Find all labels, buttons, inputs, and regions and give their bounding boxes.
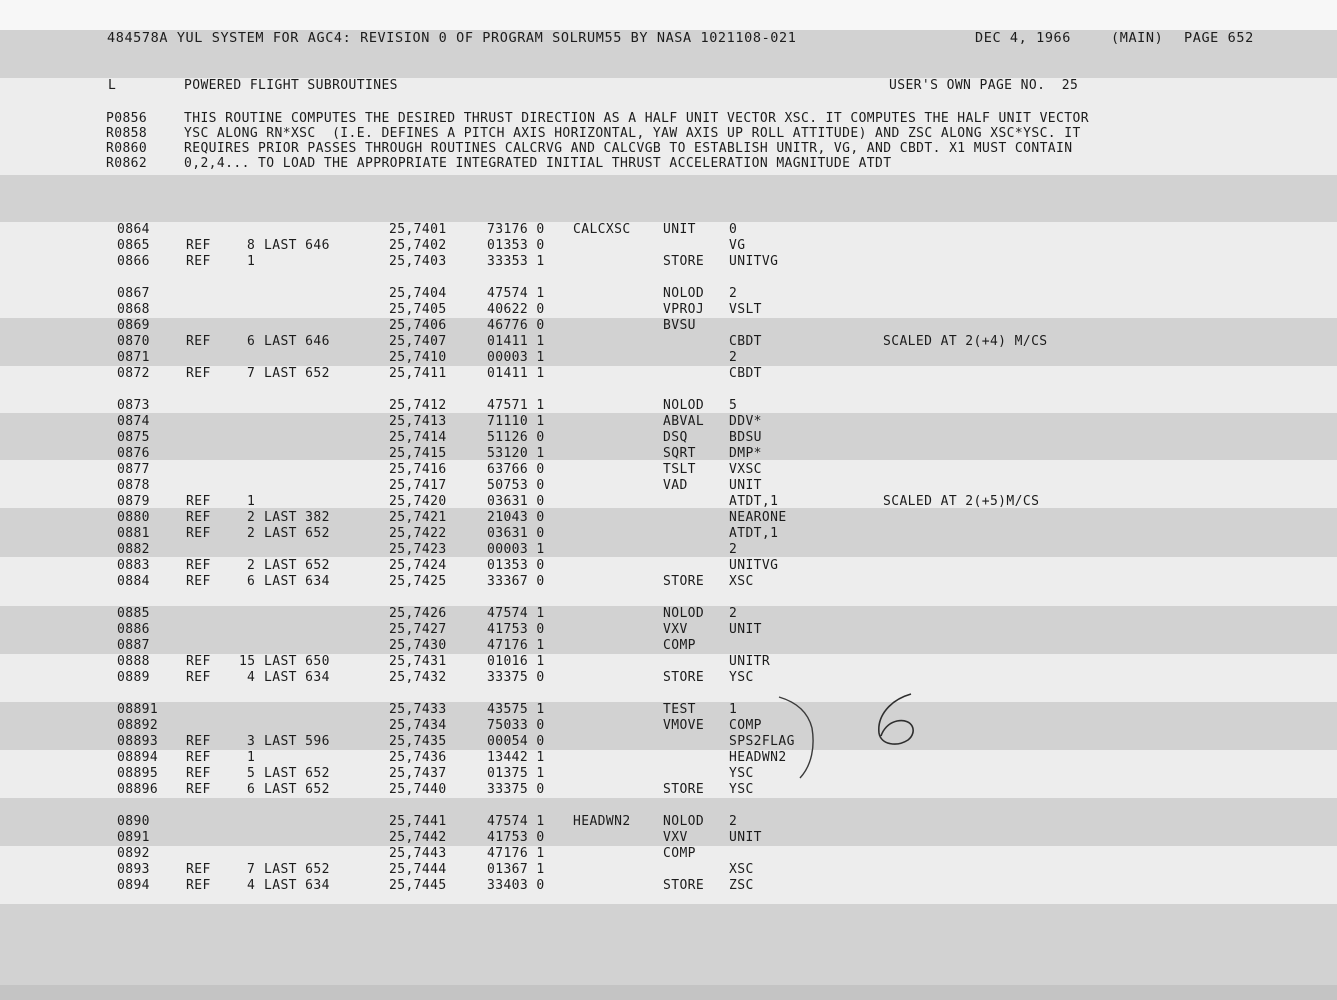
line-number: 08893 bbox=[117, 734, 159, 749]
octal-code: 01353 0 bbox=[487, 238, 545, 253]
operand: UNITR bbox=[729, 654, 771, 669]
octal-code: 41753 0 bbox=[487, 622, 545, 637]
octal-code: 41753 0 bbox=[487, 830, 545, 845]
paper-bottom-edge bbox=[0, 985, 1337, 1000]
line-number: 0871 bbox=[117, 350, 150, 365]
ref-marker: REF bbox=[186, 526, 211, 541]
memory-address: 25,7421 bbox=[389, 510, 447, 525]
line-number: 08891 bbox=[117, 702, 159, 717]
last-page-ref: LAST 652 bbox=[264, 526, 330, 541]
memory-address: 25,7443 bbox=[389, 846, 447, 861]
operand: VSLT bbox=[729, 302, 762, 317]
operand: UNIT bbox=[729, 478, 762, 493]
ref-marker: REF bbox=[186, 494, 211, 509]
ref-count: 2 bbox=[247, 526, 256, 541]
line-number: 0870 bbox=[117, 334, 150, 349]
memory-address: 25,7401 bbox=[389, 222, 447, 237]
memory-address: 25,7424 bbox=[389, 558, 447, 573]
octal-code: 01375 1 bbox=[487, 766, 545, 781]
printout-title: 484578A YUL SYSTEM FOR AGC4: REVISION 0 OF PROGRAM SOLRUM55 BY NASA 1021108-021 bbox=[107, 30, 797, 46]
octal-code: 47574 1 bbox=[487, 286, 545, 301]
page-number: PAGE 652 bbox=[1184, 30, 1254, 46]
line-number: 0888 bbox=[117, 654, 150, 669]
opcode: COMP bbox=[663, 846, 696, 861]
ref-marker: REF bbox=[186, 878, 211, 893]
opcode: STORE bbox=[663, 878, 705, 893]
octal-code: 01016 1 bbox=[487, 654, 545, 669]
line-number: 0890 bbox=[117, 814, 150, 829]
line-number: 0879 bbox=[117, 494, 150, 509]
octal-code: 33403 0 bbox=[487, 878, 545, 893]
opcode: NOLOD bbox=[663, 286, 705, 301]
ref-count: 6 bbox=[247, 782, 256, 797]
octal-code: 01367 1 bbox=[487, 862, 545, 877]
operand: NEARONE bbox=[729, 510, 787, 525]
octal-code: 00054 0 bbox=[487, 734, 545, 749]
last-page-ref: LAST 634 bbox=[264, 878, 330, 893]
memory-address: 25,7414 bbox=[389, 430, 447, 445]
description-line-id: R0862 bbox=[106, 156, 148, 171]
operand: XSC bbox=[729, 862, 754, 877]
octal-code: 47574 1 bbox=[487, 814, 545, 829]
operand: ATDT,1 bbox=[729, 526, 779, 541]
ref-marker: REF bbox=[186, 254, 211, 269]
ref-marker: REF bbox=[186, 558, 211, 573]
opcode: STORE bbox=[663, 574, 705, 589]
ref-marker: REF bbox=[186, 734, 211, 749]
line-number: 08892 bbox=[117, 718, 159, 733]
remark: SCALED AT 2(+4) M/CS bbox=[883, 334, 1048, 349]
last-page-ref: LAST 652 bbox=[264, 862, 330, 877]
last-page-ref: LAST 652 bbox=[264, 558, 330, 573]
octal-code: 01411 1 bbox=[487, 366, 545, 381]
octal-code: 13442 1 bbox=[487, 750, 545, 765]
ref-marker: REF bbox=[186, 766, 211, 781]
opcode: COMP bbox=[663, 638, 696, 653]
line-number: 0885 bbox=[117, 606, 150, 621]
ref-marker: REF bbox=[186, 366, 211, 381]
line-number: 0876 bbox=[117, 446, 150, 461]
memory-address: 25,7437 bbox=[389, 766, 447, 781]
memory-address: 25,7444 bbox=[389, 862, 447, 877]
octal-code: 53120 1 bbox=[487, 446, 545, 461]
description-text: 0,2,4... TO LOAD THE APPROPRIATE INTEGRATED INITIAL THRUST ACCELERATION MAGNITUDE ATDT bbox=[184, 156, 892, 171]
last-page-ref: LAST 382 bbox=[264, 510, 330, 525]
memory-address: 25,7407 bbox=[389, 334, 447, 349]
octal-code: 21043 0 bbox=[487, 510, 545, 525]
operand: BDSU bbox=[729, 430, 762, 445]
line-number: 0880 bbox=[117, 510, 150, 525]
octal-code: 33375 0 bbox=[487, 782, 545, 797]
line-number: 0869 bbox=[117, 318, 150, 333]
memory-address: 25,7402 bbox=[389, 238, 447, 253]
opcode: NOLOD bbox=[663, 398, 705, 413]
operand: UNIT bbox=[729, 622, 762, 637]
section-title: POWERED FLIGHT SUBROUTINES bbox=[184, 78, 398, 93]
ref-marker: REF bbox=[186, 654, 211, 669]
opcode: BVSU bbox=[663, 318, 696, 333]
line-number: 0894 bbox=[117, 878, 150, 893]
operand: 2 bbox=[729, 606, 738, 621]
description-text: REQUIRES PRIOR PASSES THROUGH ROUTINES CALCRVG AND CALCVGB TO ESTABLISH UNITR, VG, AND CBDT. X1 MUST CONTAIN bbox=[184, 141, 1073, 156]
memory-address: 25,7425 bbox=[389, 574, 447, 589]
ref-count: 1 bbox=[247, 254, 256, 269]
line-number: 0877 bbox=[117, 462, 150, 477]
description-text: YSC ALONG RN*XSC (I.E. DEFINES A PITCH AXIS HORIZONTAL, YAW AXIS UP ROLL ATTITUDE) AND ZSC ALONG XSC*YSC. IT bbox=[184, 126, 1081, 141]
memory-address: 25,7406 bbox=[389, 318, 447, 333]
line-number: 0893 bbox=[117, 862, 150, 877]
memory-address: 25,7405 bbox=[389, 302, 447, 317]
ref-marker: REF bbox=[186, 574, 211, 589]
last-page-ref: LAST 646 bbox=[264, 238, 330, 253]
description-line-id: R0860 bbox=[106, 141, 148, 156]
operand: ATDT,1 bbox=[729, 494, 779, 509]
octal-code: 71110 1 bbox=[487, 414, 545, 429]
opcode: VPROJ bbox=[663, 302, 705, 317]
paper-band bbox=[0, 175, 1337, 222]
octal-code: 01411 1 bbox=[487, 334, 545, 349]
line-number: 08896 bbox=[117, 782, 159, 797]
last-page-ref: LAST 646 bbox=[264, 334, 330, 349]
paper-band bbox=[0, 904, 1337, 985]
opcode: NOLOD bbox=[663, 606, 705, 621]
operand: 1 bbox=[729, 702, 738, 717]
operand: COMP bbox=[729, 718, 762, 733]
operand: VXSC bbox=[729, 462, 762, 477]
line-number: 0878 bbox=[117, 478, 150, 493]
line-number: 0864 bbox=[117, 222, 150, 237]
memory-address: 25,7411 bbox=[389, 366, 447, 381]
operand: YSC bbox=[729, 670, 754, 685]
ref-count: 15 bbox=[239, 654, 256, 669]
operand: HEADWN2 bbox=[729, 750, 787, 765]
statement-label: CALCXSC bbox=[573, 222, 631, 237]
line-number: 08894 bbox=[117, 750, 159, 765]
memory-address: 25,7412 bbox=[389, 398, 447, 413]
operand: UNITVG bbox=[729, 254, 779, 269]
opcode: UNIT bbox=[663, 222, 696, 237]
memory-address: 25,7423 bbox=[389, 542, 447, 557]
memory-address: 25,7417 bbox=[389, 478, 447, 493]
octal-code: 00003 1 bbox=[487, 350, 545, 365]
line-number: 0872 bbox=[117, 366, 150, 381]
operand: 2 bbox=[729, 350, 738, 365]
ref-marker: REF bbox=[186, 750, 211, 765]
print-date: DEC 4, 1966 bbox=[975, 30, 1072, 46]
last-page-ref: LAST 652 bbox=[264, 782, 330, 797]
line-number: 0873 bbox=[117, 398, 150, 413]
octal-code: 03631 0 bbox=[487, 494, 545, 509]
memory-address: 25,7434 bbox=[389, 718, 447, 733]
ref-marker: REF bbox=[186, 238, 211, 253]
memory-address: 25,7416 bbox=[389, 462, 447, 477]
description-line-id: R0858 bbox=[106, 126, 148, 141]
operand: YSC bbox=[729, 782, 754, 797]
statement-label: HEADWN2 bbox=[573, 814, 631, 829]
octal-code: 33367 0 bbox=[487, 574, 545, 589]
paper-top-edge bbox=[0, 0, 1337, 30]
octal-code: 50753 0 bbox=[487, 478, 545, 493]
memory-address: 25,7442 bbox=[389, 830, 447, 845]
description-text: THIS ROUTINE COMPUTES THE DESIRED THRUST DIRECTION AS A HALF UNIT VECTOR XSC. IT COMPUTES THE HALF UNIT VECTOR bbox=[184, 111, 1089, 126]
operand: SPS2FLAG bbox=[729, 734, 795, 749]
last-page-ref: LAST 634 bbox=[264, 670, 330, 685]
octal-code: 46776 0 bbox=[487, 318, 545, 333]
line-number: 0886 bbox=[117, 622, 150, 637]
opcode: VXV bbox=[663, 830, 688, 845]
octal-code: 47176 1 bbox=[487, 638, 545, 653]
memory-address: 25,7410 bbox=[389, 350, 447, 365]
opcode: ABVAL bbox=[663, 414, 705, 429]
last-page-ref: LAST 596 bbox=[264, 734, 330, 749]
opcode: VXV bbox=[663, 622, 688, 637]
octal-code: 47571 1 bbox=[487, 398, 545, 413]
line-number: 0865 bbox=[117, 238, 150, 253]
memory-address: 25,7426 bbox=[389, 606, 447, 621]
description-line-id: P0856 bbox=[106, 111, 148, 126]
ref-count: 7 bbox=[247, 862, 256, 877]
ref-count: 4 bbox=[247, 670, 256, 685]
memory-address: 25,7431 bbox=[389, 654, 447, 669]
memory-address: 25,7440 bbox=[389, 782, 447, 797]
opcode: NOLOD bbox=[663, 814, 705, 829]
opcode: SQRT bbox=[663, 446, 696, 461]
opcode: TSLT bbox=[663, 462, 696, 477]
operand: 2 bbox=[729, 542, 738, 557]
ref-marker: REF bbox=[186, 510, 211, 525]
last-page-ref: LAST 652 bbox=[264, 366, 330, 381]
operand: VG bbox=[729, 238, 746, 253]
operand: ZSC bbox=[729, 878, 754, 893]
ref-count: 3 bbox=[247, 734, 256, 749]
operand: CBDT bbox=[729, 334, 762, 349]
ref-count: 6 bbox=[247, 334, 256, 349]
operand: CBDT bbox=[729, 366, 762, 381]
octal-code: 40622 0 bbox=[487, 302, 545, 317]
last-page-ref: LAST 652 bbox=[264, 766, 330, 781]
own-page-number: USER'S OWN PAGE NO. 25 bbox=[889, 78, 1079, 93]
memory-address: 25,7403 bbox=[389, 254, 447, 269]
operand: UNIT bbox=[729, 830, 762, 845]
operand: XSC bbox=[729, 574, 754, 589]
line-number: 0887 bbox=[117, 638, 150, 653]
opcode: STORE bbox=[663, 670, 705, 685]
memory-address: 25,7432 bbox=[389, 670, 447, 685]
ref-count: 2 bbox=[247, 510, 256, 525]
operand: 2 bbox=[729, 286, 738, 301]
memory-address: 25,7441 bbox=[389, 814, 447, 829]
line-number: 0892 bbox=[117, 846, 150, 861]
opcode: TEST bbox=[663, 702, 696, 717]
operand: UNITVG bbox=[729, 558, 779, 573]
memory-address: 25,7422 bbox=[389, 526, 447, 541]
last-page-ref: LAST 634 bbox=[264, 574, 330, 589]
ref-marker: REF bbox=[186, 862, 211, 877]
line-number: 0874 bbox=[117, 414, 150, 429]
memory-address: 25,7413 bbox=[389, 414, 447, 429]
ref-count: 7 bbox=[247, 366, 256, 381]
ref-count: 2 bbox=[247, 558, 256, 573]
octal-code: 63766 0 bbox=[487, 462, 545, 477]
opcode: STORE bbox=[663, 782, 705, 797]
ref-count: 4 bbox=[247, 878, 256, 893]
octal-code: 75033 0 bbox=[487, 718, 545, 733]
memory-address: 25,7435 bbox=[389, 734, 447, 749]
opcode: DSQ bbox=[663, 430, 688, 445]
listing-marker: L bbox=[108, 78, 117, 93]
line-number: 0889 bbox=[117, 670, 150, 685]
ref-marker: REF bbox=[186, 334, 211, 349]
octal-code: 47176 1 bbox=[487, 846, 545, 861]
ref-marker: REF bbox=[186, 782, 211, 797]
opcode: VMOVE bbox=[663, 718, 705, 733]
operand: YSC bbox=[729, 766, 754, 781]
octal-code: 33375 0 bbox=[487, 670, 545, 685]
ref-count: 1 bbox=[247, 750, 256, 765]
octal-code: 43575 1 bbox=[487, 702, 545, 717]
ref-count: 1 bbox=[247, 494, 256, 509]
ref-count: 8 bbox=[247, 238, 256, 253]
memory-address: 25,7404 bbox=[389, 286, 447, 301]
line-number: 0884 bbox=[117, 574, 150, 589]
memory-address: 25,7420 bbox=[389, 494, 447, 509]
octal-code: 03631 0 bbox=[487, 526, 545, 541]
operand: 2 bbox=[729, 814, 738, 829]
octal-code: 01353 0 bbox=[487, 558, 545, 573]
octal-code: 73176 0 bbox=[487, 222, 545, 237]
memory-address: 25,7415 bbox=[389, 446, 447, 461]
ref-count: 6 bbox=[247, 574, 256, 589]
operand: 0 bbox=[729, 222, 738, 237]
line-number: 0866 bbox=[117, 254, 150, 269]
memory-address: 25,7436 bbox=[389, 750, 447, 765]
line-number: 0881 bbox=[117, 526, 150, 541]
octal-code: 00003 1 bbox=[487, 542, 545, 557]
memory-address: 25,7430 bbox=[389, 638, 447, 653]
ref-count: 5 bbox=[247, 766, 256, 781]
octal-code: 47574 1 bbox=[487, 606, 545, 621]
section-label: (MAIN) bbox=[1111, 30, 1164, 46]
last-page-ref: LAST 650 bbox=[264, 654, 330, 669]
octal-code: 33353 1 bbox=[487, 254, 545, 269]
operand: DMP* bbox=[729, 446, 762, 461]
line-number: 08895 bbox=[117, 766, 159, 781]
line-number: 0882 bbox=[117, 542, 150, 557]
ref-marker: REF bbox=[186, 670, 211, 685]
operand: DDV* bbox=[729, 414, 762, 429]
line-number: 0867 bbox=[117, 286, 150, 301]
memory-address: 25,7427 bbox=[389, 622, 447, 637]
octal-code: 51126 0 bbox=[487, 430, 545, 445]
line-number: 0883 bbox=[117, 558, 150, 573]
line-number: 0891 bbox=[117, 830, 150, 845]
opcode: VAD bbox=[663, 478, 688, 493]
line-number: 0875 bbox=[117, 430, 150, 445]
opcode: STORE bbox=[663, 254, 705, 269]
memory-address: 25,7433 bbox=[389, 702, 447, 717]
memory-address: 25,7445 bbox=[389, 878, 447, 893]
remark: SCALED AT 2(+5)M/CS bbox=[883, 494, 1040, 509]
line-number: 0868 bbox=[117, 302, 150, 317]
operand: 5 bbox=[729, 398, 738, 413]
